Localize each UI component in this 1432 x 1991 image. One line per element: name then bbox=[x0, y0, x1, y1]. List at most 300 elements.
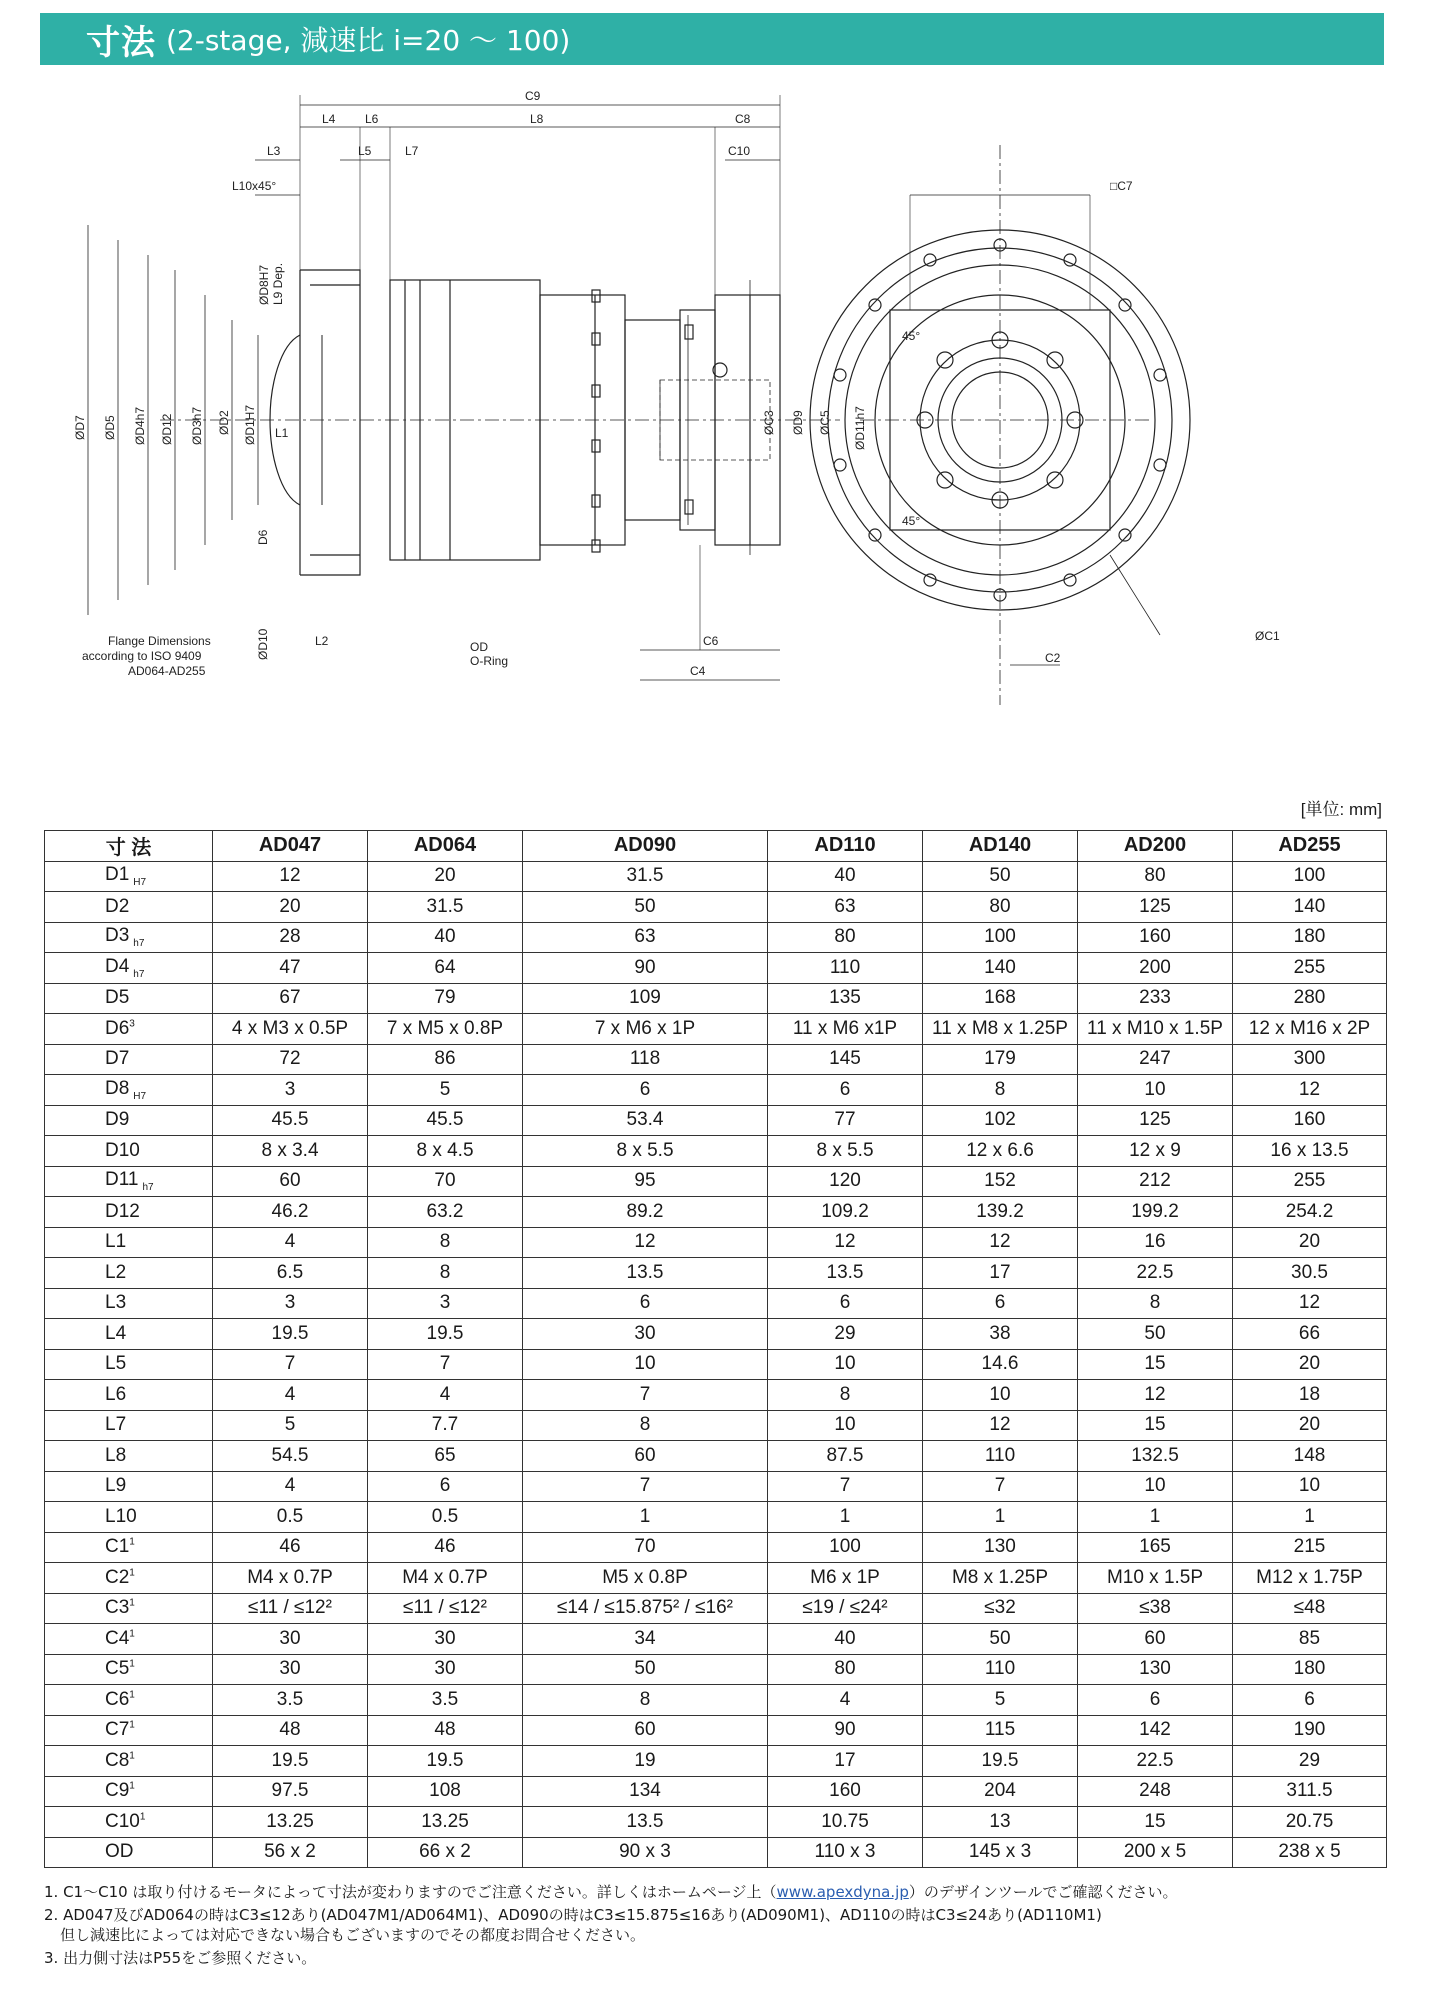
table-cell: 13.5 bbox=[523, 1807, 768, 1838]
row-label-text: D5 bbox=[105, 987, 130, 1009]
dim-label: D6 bbox=[256, 529, 270, 545]
table-row bbox=[45, 953, 1387, 984]
table-cell: 1 bbox=[1233, 1502, 1387, 1533]
table-row bbox=[45, 1014, 1387, 1045]
table-cell: 168 bbox=[923, 983, 1078, 1014]
dim-label: C9 bbox=[525, 89, 541, 103]
row-label-text: C8 bbox=[105, 1749, 130, 1771]
table-cell: 102 bbox=[923, 1105, 1078, 1136]
row-label bbox=[45, 1044, 213, 1075]
dim-label: C2 bbox=[1045, 651, 1061, 665]
table-row bbox=[45, 1075, 1387, 1106]
table-row bbox=[45, 1044, 1387, 1075]
dim-label: L6 bbox=[365, 112, 379, 126]
table-cell: ≤48 bbox=[1233, 1593, 1387, 1624]
page-title: 寸法 bbox=[86, 22, 156, 63]
row-label-text: D6 bbox=[105, 1017, 130, 1039]
row-label-footnote-ref: 3 bbox=[129, 1018, 135, 1030]
table-cell: 8 bbox=[768, 1380, 923, 1411]
table-row bbox=[45, 1593, 1387, 1624]
footnote-1-text-end: ）のデザインツールでご確認ください。 bbox=[908, 1883, 1178, 1901]
dim-label: ØD9 bbox=[791, 410, 805, 435]
table-cell: 109 bbox=[523, 983, 768, 1014]
row-label bbox=[45, 1075, 213, 1106]
dim-label: ØD10 bbox=[256, 628, 270, 660]
table-cell: 16 bbox=[1078, 1227, 1233, 1258]
table-cell: 34 bbox=[523, 1624, 768, 1655]
row-label-footnote-ref: 1 bbox=[129, 1536, 135, 1548]
footnote-2 bbox=[44, 1905, 1384, 1945]
table-cell: 31.5 bbox=[368, 892, 523, 923]
table-cell: 7 x M6 x 1P bbox=[523, 1014, 768, 1045]
table-cell: 87.5 bbox=[768, 1441, 923, 1472]
table-cell: 12 bbox=[923, 1227, 1078, 1258]
table-cell: 48 bbox=[368, 1715, 523, 1746]
table-cell: 140 bbox=[923, 953, 1078, 984]
footnote-2-line-1: 2. AD047及びAD064の時はC3≤12あり(AD047M1/AD064M1)、AD090の時はC3≤15.875≤16あり(AD090M1)、AD110の時はC3≤24あり(AD110M1) bbox=[44, 1906, 1102, 1924]
row-label bbox=[45, 1807, 213, 1838]
table-row bbox=[45, 1837, 1387, 1868]
row-label-text: C4 bbox=[105, 1627, 130, 1649]
table-cell: 152 bbox=[923, 1166, 1078, 1197]
oring-note-line: O-Ring bbox=[470, 654, 509, 668]
table-cell: 12 bbox=[1233, 1075, 1387, 1106]
table-row bbox=[45, 1715, 1387, 1746]
table-cell: 5 bbox=[923, 1685, 1078, 1716]
row-label bbox=[45, 1563, 213, 1594]
row-label-text: L4 bbox=[105, 1322, 127, 1344]
table-cell: 15 bbox=[1078, 1349, 1233, 1380]
table-cell: 60 bbox=[523, 1441, 768, 1472]
table-header-model: AD255 bbox=[1233, 831, 1387, 862]
dim-label: ØC5 bbox=[818, 410, 832, 435]
row-label-text: C7 bbox=[105, 1719, 130, 1741]
front-view bbox=[810, 145, 1190, 705]
table-cell: 109.2 bbox=[768, 1197, 923, 1228]
table-cell: 8 bbox=[1078, 1288, 1233, 1319]
row-label bbox=[45, 1837, 213, 1868]
table-cell: 3 bbox=[213, 1288, 368, 1319]
flange-note-line: AD064-AD255 bbox=[128, 664, 206, 678]
table-cell: 7.7 bbox=[368, 1410, 523, 1441]
table-row bbox=[45, 1532, 1387, 1563]
flange-note-line: Flange Dimensions bbox=[108, 634, 211, 648]
table-cell: 22.5 bbox=[1078, 1746, 1233, 1777]
table-cell: 0.5 bbox=[213, 1502, 368, 1533]
table-cell: 6 bbox=[1233, 1685, 1387, 1716]
table-cell: 90 bbox=[768, 1715, 923, 1746]
table-cell: 54.5 bbox=[213, 1441, 368, 1472]
table-cell: 50 bbox=[523, 892, 768, 923]
table-row bbox=[45, 1349, 1387, 1380]
table-cell: 70 bbox=[523, 1532, 768, 1563]
table-cell: 6 bbox=[523, 1288, 768, 1319]
row-label-text: OD bbox=[105, 1841, 134, 1863]
table-cell: 4 bbox=[213, 1380, 368, 1411]
table-cell: 8 x 5.5 bbox=[523, 1136, 768, 1167]
table-cell: 50 bbox=[923, 1624, 1078, 1655]
table-cell: 200 bbox=[1078, 953, 1233, 984]
table-cell: 10 bbox=[1233, 1471, 1387, 1502]
table-cell: 16 x 13.5 bbox=[1233, 1136, 1387, 1167]
table-cell: 86 bbox=[368, 1044, 523, 1075]
table-row bbox=[45, 1807, 1387, 1838]
title-band bbox=[40, 13, 1384, 65]
table-cell: 63 bbox=[768, 892, 923, 923]
table-cell: 300 bbox=[1233, 1044, 1387, 1075]
table-cell: 165 bbox=[1078, 1532, 1233, 1563]
table-cell: 280 bbox=[1233, 983, 1387, 1014]
table-cell: 8 bbox=[368, 1227, 523, 1258]
dim-label: ØC1 bbox=[1255, 629, 1280, 643]
table-cell: 160 bbox=[1078, 922, 1233, 953]
table-cell: 70 bbox=[368, 1166, 523, 1197]
table-cell: 6 bbox=[523, 1075, 768, 1106]
table-row bbox=[45, 1471, 1387, 1502]
table-header-dimension: 寸 法 bbox=[45, 831, 213, 862]
table-cell: 48 bbox=[213, 1715, 368, 1746]
table-cell: 120 bbox=[768, 1166, 923, 1197]
table-cell: 200 x 5 bbox=[1078, 1837, 1233, 1868]
flange-note-line: according to ISO 9409 bbox=[82, 649, 202, 663]
oring-note-line: OD bbox=[470, 640, 488, 654]
row-label-footnote-ref: 1 bbox=[129, 1628, 135, 1640]
dim-label: ØD5 bbox=[103, 415, 117, 440]
dim-label: L1 bbox=[275, 426, 289, 440]
table-cell: 10 bbox=[523, 1349, 768, 1380]
row-label-text: L6 bbox=[105, 1383, 127, 1405]
row-label-text: C6 bbox=[105, 1688, 130, 1710]
table-cell: 64 bbox=[368, 953, 523, 984]
table-cell: 17 bbox=[923, 1258, 1078, 1289]
row-label-footnote-ref: 1 bbox=[129, 1689, 135, 1701]
table-row bbox=[45, 1685, 1387, 1716]
row-label-text: C2 bbox=[105, 1566, 130, 1588]
table-cell: 7 bbox=[523, 1471, 768, 1502]
table-header-model: AD064 bbox=[368, 831, 523, 862]
dimension-table bbox=[44, 830, 1387, 1868]
dim-label: ØD2 bbox=[217, 410, 231, 435]
table-cell: 45.5 bbox=[213, 1105, 368, 1136]
table-cell: 22.5 bbox=[1078, 1258, 1233, 1289]
table-header-model: AD200 bbox=[1078, 831, 1233, 862]
table-cell: 12 x M16 x 2P bbox=[1233, 1014, 1387, 1045]
table-cell: 80 bbox=[768, 922, 923, 953]
table-cell: 29 bbox=[768, 1319, 923, 1350]
dim-label: L4 bbox=[322, 112, 336, 126]
table-cell: 125 bbox=[1078, 1105, 1233, 1136]
footnotes bbox=[44, 1882, 1384, 1971]
dim-label: L2 bbox=[315, 634, 329, 648]
table-row bbox=[45, 1624, 1387, 1655]
row-label-text: L2 bbox=[105, 1261, 127, 1283]
dim-label: ØC3 bbox=[762, 410, 776, 435]
dimension-labels bbox=[73, 89, 1280, 678]
table-cell: 12 bbox=[1233, 1288, 1387, 1319]
table-cell: 100 bbox=[1233, 861, 1387, 892]
row-label bbox=[45, 1502, 213, 1533]
table-cell: ≤38 bbox=[1078, 1593, 1233, 1624]
table-cell: 40 bbox=[368, 922, 523, 953]
website-link[interactable]: www.apexdyna.jp bbox=[776, 1883, 909, 1901]
row-label-text: D3 bbox=[105, 925, 130, 947]
table-cell: 180 bbox=[1233, 922, 1387, 953]
table-cell: 7 x M5 x 0.8P bbox=[368, 1014, 523, 1045]
table-cell: 233 bbox=[1078, 983, 1233, 1014]
table-cell: 60 bbox=[523, 1715, 768, 1746]
table-cell: 4 bbox=[368, 1380, 523, 1411]
row-label bbox=[45, 1105, 213, 1136]
footnote-1-text: 1. C1～C10 は取り付けるモータによって寸法が変わりますのでご注意ください。詳しくはホームページ上（ bbox=[44, 1883, 777, 1901]
table-cell: 45.5 bbox=[368, 1105, 523, 1136]
table-cell: 6 bbox=[368, 1471, 523, 1502]
table-row bbox=[45, 1776, 1387, 1807]
table-row bbox=[45, 1105, 1387, 1136]
row-label-text: L10 bbox=[105, 1505, 137, 1527]
table-cell: 160 bbox=[768, 1776, 923, 1807]
table-cell: 19.5 bbox=[368, 1746, 523, 1777]
dim-label: L10x45° bbox=[232, 179, 277, 193]
table-cell: 134 bbox=[523, 1776, 768, 1807]
table-cell: 77 bbox=[768, 1105, 923, 1136]
table-cell: 20 bbox=[1233, 1227, 1387, 1258]
row-label bbox=[45, 1166, 213, 1197]
table-cell: 8 x 3.4 bbox=[213, 1136, 368, 1167]
table-cell: M12 x 1.75P bbox=[1233, 1563, 1387, 1594]
table-cell: 10 bbox=[768, 1349, 923, 1380]
table-cell: 10 bbox=[1078, 1471, 1233, 1502]
table-cell: 14.6 bbox=[923, 1349, 1078, 1380]
table-cell: 0.5 bbox=[368, 1502, 523, 1533]
row-label-text: C5 bbox=[105, 1658, 130, 1680]
row-label-text: D12 bbox=[105, 1200, 140, 1222]
row-label-text: D8 bbox=[105, 1077, 130, 1099]
table-cell: M5 x 0.8P bbox=[523, 1563, 768, 1594]
row-label bbox=[45, 1593, 213, 1624]
row-label-footnote-ref: 1 bbox=[129, 1658, 135, 1670]
table-cell: 13 bbox=[923, 1807, 1078, 1838]
table-cell: 6.5 bbox=[213, 1258, 368, 1289]
row-label-tolerance: h7 bbox=[133, 938, 145, 950]
dim-label: ØD3h7 bbox=[190, 406, 204, 445]
table-cell: 19.5 bbox=[213, 1319, 368, 1350]
table-cell: 255 bbox=[1233, 953, 1387, 984]
table-cell: 65 bbox=[368, 1441, 523, 1472]
table-row bbox=[45, 1319, 1387, 1350]
table-cell: 5 bbox=[368, 1075, 523, 1106]
row-label bbox=[45, 1685, 213, 1716]
table-cell: 66 x 2 bbox=[368, 1837, 523, 1868]
row-label-text: D9 bbox=[105, 1109, 130, 1131]
row-label-text: D4 bbox=[105, 955, 130, 977]
table-row bbox=[45, 1563, 1387, 1594]
table-cell: 80 bbox=[768, 1654, 923, 1685]
table-cell: 110 bbox=[923, 1654, 1078, 1685]
table-cell: 110 bbox=[768, 953, 923, 984]
table-cell: 1 bbox=[1078, 1502, 1233, 1533]
table-cell: 4 bbox=[768, 1685, 923, 1716]
dim-label: C6 bbox=[703, 634, 719, 648]
table-cell: 7 bbox=[213, 1349, 368, 1380]
table-row bbox=[45, 1380, 1387, 1411]
table-cell: 50 bbox=[523, 1654, 768, 1685]
table-cell: 15 bbox=[1078, 1807, 1233, 1838]
table-cell: 19.5 bbox=[368, 1319, 523, 1350]
row-label-tolerance: H7 bbox=[133, 877, 147, 889]
dim-label: L9 Dep. bbox=[271, 262, 285, 305]
table-cell: 8 bbox=[523, 1410, 768, 1441]
table-cell: 7 bbox=[368, 1349, 523, 1380]
row-label bbox=[45, 1197, 213, 1228]
row-label-text: D1 bbox=[105, 864, 130, 886]
dim-label: L8 bbox=[530, 112, 544, 126]
table-cell: 160 bbox=[1233, 1105, 1387, 1136]
table-row bbox=[45, 1288, 1387, 1319]
table-cell: 6 bbox=[923, 1288, 1078, 1319]
table-cell: ≤14 / ≤15.875² / ≤16² bbox=[523, 1593, 768, 1624]
table-cell: 7 bbox=[923, 1471, 1078, 1502]
technical-drawing bbox=[60, 85, 1360, 725]
row-label-text: C9 bbox=[105, 1780, 130, 1802]
table-cell: 108 bbox=[368, 1776, 523, 1807]
table-cell: 95 bbox=[523, 1166, 768, 1197]
table-cell: 20.75 bbox=[1233, 1807, 1387, 1838]
row-label bbox=[45, 1532, 213, 1563]
table-cell: 148 bbox=[1233, 1441, 1387, 1472]
dim-label: ØD7 bbox=[73, 415, 87, 440]
table-cell: 248 bbox=[1078, 1776, 1233, 1807]
table-cell: 145 bbox=[768, 1044, 923, 1075]
table-cell: 60 bbox=[213, 1166, 368, 1197]
row-label-text: L3 bbox=[105, 1292, 127, 1314]
unit-label: [単位: mm] bbox=[1300, 800, 1382, 819]
table-cell: 180 bbox=[1233, 1654, 1387, 1685]
row-label bbox=[45, 1471, 213, 1502]
drawing-svg bbox=[60, 85, 1360, 725]
row-label bbox=[45, 1776, 213, 1807]
row-label-text: L9 bbox=[105, 1475, 127, 1497]
row-label-footnote-ref: 1 bbox=[129, 1597, 135, 1609]
row-label-text: C1 bbox=[105, 1536, 130, 1558]
table-cell: 130 bbox=[1078, 1654, 1233, 1685]
table-header-row bbox=[45, 831, 1387, 862]
row-label bbox=[45, 1227, 213, 1258]
table-row bbox=[45, 922, 1387, 953]
table-cell: 15 bbox=[1078, 1410, 1233, 1441]
table-cell: 8 bbox=[923, 1075, 1078, 1106]
table-cell: 12 bbox=[523, 1227, 768, 1258]
table-cell: 190 bbox=[1233, 1715, 1387, 1746]
table-cell: 20 bbox=[1233, 1349, 1387, 1380]
table-cell: 12 x 9 bbox=[1078, 1136, 1233, 1167]
table-cell: 13.5 bbox=[768, 1258, 923, 1289]
table-cell: 135 bbox=[768, 983, 923, 1014]
table-cell: 72 bbox=[213, 1044, 368, 1075]
table-cell: 100 bbox=[768, 1532, 923, 1563]
table-cell: 254.2 bbox=[1233, 1197, 1387, 1228]
table-cell: 90 bbox=[523, 953, 768, 984]
table-cell: 31.5 bbox=[523, 861, 768, 892]
table-row bbox=[45, 1136, 1387, 1167]
table-cell: 63 bbox=[523, 922, 768, 953]
table-cell: ≤19 / ≤24² bbox=[768, 1593, 923, 1624]
table-cell: 115 bbox=[923, 1715, 1078, 1746]
table-cell: 132.5 bbox=[1078, 1441, 1233, 1472]
row-label bbox=[45, 1288, 213, 1319]
row-label-tolerance: H7 bbox=[133, 1090, 147, 1102]
table-cell: M8 x 1.25P bbox=[923, 1563, 1078, 1594]
table-cell: 90 x 3 bbox=[523, 1837, 768, 1868]
table-cell: 30 bbox=[523, 1319, 768, 1350]
table-cell: 17 bbox=[768, 1746, 923, 1777]
row-label bbox=[45, 1654, 213, 1685]
table-cell: 247 bbox=[1078, 1044, 1233, 1075]
row-label-footnote-ref: 1 bbox=[129, 1719, 135, 1731]
table-cell: 311.5 bbox=[1233, 1776, 1387, 1807]
table-cell: M10 x 1.5P bbox=[1078, 1563, 1233, 1594]
table-cell: 79 bbox=[368, 983, 523, 1014]
dim-label: ØD11h7 bbox=[853, 406, 867, 450]
table-cell: 139.2 bbox=[923, 1197, 1078, 1228]
table-cell: 30 bbox=[213, 1624, 368, 1655]
table-cell: 12 bbox=[213, 861, 368, 892]
row-label bbox=[45, 1380, 213, 1411]
table-cell: 140 bbox=[1233, 892, 1387, 923]
table-row bbox=[45, 892, 1387, 923]
table-cell: 145 x 3 bbox=[923, 1837, 1078, 1868]
row-label-text: L8 bbox=[105, 1444, 127, 1466]
row-label-tolerance: h7 bbox=[133, 968, 145, 980]
row-label-footnote-ref: 1 bbox=[139, 1811, 146, 1823]
row-label-text: L7 bbox=[105, 1414, 127, 1436]
table-cell: 12 bbox=[923, 1410, 1078, 1441]
table-cell: M6 x 1P bbox=[768, 1563, 923, 1594]
row-label bbox=[45, 1410, 213, 1441]
table-cell: 12 x 6.6 bbox=[923, 1136, 1078, 1167]
table-cell: 46 bbox=[368, 1532, 523, 1563]
dim-label: L7 bbox=[405, 144, 419, 158]
table-cell: 6 bbox=[768, 1288, 923, 1319]
table-cell: 18 bbox=[1233, 1380, 1387, 1411]
row-label bbox=[45, 1349, 213, 1380]
row-label bbox=[45, 1136, 213, 1167]
row-label-text: L1 bbox=[105, 1231, 127, 1253]
table-cell: 125 bbox=[1078, 892, 1233, 923]
table-cell: 11 x M8 x 1.25P bbox=[923, 1014, 1078, 1045]
table-cell: 29 bbox=[1233, 1746, 1387, 1777]
table-cell: 46 bbox=[213, 1532, 368, 1563]
table-cell: 19.5 bbox=[923, 1746, 1078, 1777]
table-cell: 30.5 bbox=[1233, 1258, 1387, 1289]
table-cell: 10 bbox=[1078, 1075, 1233, 1106]
table-cell: 20 bbox=[368, 861, 523, 892]
dim-label: C4 bbox=[690, 664, 706, 678]
row-label-text: C3 bbox=[105, 1597, 130, 1619]
table-cell: 1 bbox=[768, 1502, 923, 1533]
table-cell: 8 bbox=[523, 1685, 768, 1716]
table-cell: 12 bbox=[768, 1227, 923, 1258]
table-body bbox=[45, 861, 1387, 1868]
table-row bbox=[45, 1502, 1387, 1533]
table-row bbox=[45, 1746, 1387, 1777]
row-label bbox=[45, 953, 213, 984]
table-cell: 20 bbox=[1233, 1410, 1387, 1441]
table-cell: 13.5 bbox=[523, 1258, 768, 1289]
table-cell: 47 bbox=[213, 953, 368, 984]
table-cell: 1 bbox=[523, 1502, 768, 1533]
row-label bbox=[45, 892, 213, 923]
table-cell: 12 bbox=[1078, 1380, 1233, 1411]
